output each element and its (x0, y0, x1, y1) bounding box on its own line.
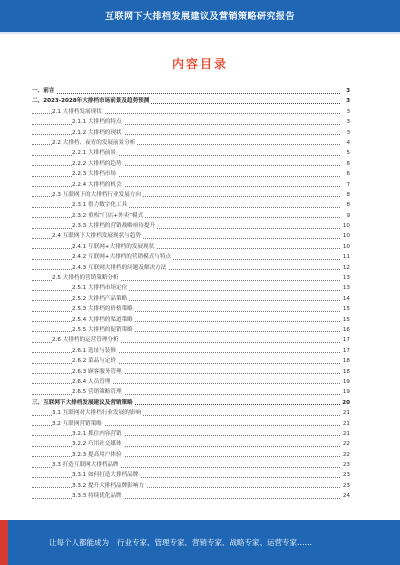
toc-entry-page: 18 (342, 358, 350, 365)
toc-entry-label: 2.3.3 大排档的营销战略亟待提升 (72, 221, 157, 231)
toc-entry[interactable] (32, 315, 350, 325)
toc-entry-page: 17 (342, 337, 350, 344)
toc-entry[interactable] (32, 429, 350, 439)
toc-entry-page: 23 (342, 472, 350, 479)
toc-entry-page: 13 (342, 285, 350, 292)
toc-entry-page: 3 (346, 129, 350, 136)
toc-entry[interactable] (32, 356, 350, 366)
toc-entry[interactable] (32, 367, 350, 377)
footer-accent-bar (0, 520, 8, 565)
toc-entry-label: 2.6.2 菜品与定价 (72, 356, 118, 366)
toc-entry[interactable] (32, 242, 350, 252)
toc-entry-label: 3.1 互联网对大排档行业发展的影响 (52, 408, 143, 418)
table-of-contents (32, 86, 350, 502)
toc-entry-label: 3.3.1 如何打造大排档品牌 (72, 470, 140, 480)
toc-entry[interactable] (32, 138, 350, 148)
toc-entry-label: 二、2023-2028年大排档市场前景及趋势预测 (32, 96, 151, 106)
toc-entry-label: 2.2.4 大排档的机会 (72, 180, 124, 190)
toc-entry[interactable] (32, 190, 350, 200)
footer-professions: 行业专家、管理专家、营销专家、战略专家、运营专家…… (117, 538, 312, 547)
toc-entry-label: 2.6.5 营销策略管理 (72, 387, 124, 397)
toc-entry[interactable] (32, 180, 350, 190)
toc-entry-label: 2.3 互联网下的大排档行业发展方向 (52, 190, 143, 200)
toc-entry-label: 3.2.3 提高用户体验 (72, 450, 124, 460)
toc-entry-page: 8 (346, 191, 350, 198)
toc-entry[interactable] (32, 263, 350, 273)
toc-entry-label: 2.3.2 重构“门店+外卖”模式 (72, 211, 145, 221)
toc-entry[interactable] (32, 470, 350, 480)
toc-entry[interactable] (32, 439, 350, 449)
toc-entry-label: 2.2 大排档、夜宵的发展前景分析 (52, 138, 137, 148)
toc-entry-label: 2.5.1 大排档市场定位 (72, 283, 129, 293)
toc-entry-label: 2.4.2 互联网+大排档的营销模式与特点 (72, 252, 173, 262)
toc-entry-label: 2.5.4 大排档的渠道策略 (72, 315, 135, 325)
toc-entry-page: 16 (342, 326, 350, 333)
toc-entry[interactable] (32, 460, 350, 470)
page-header (0, 0, 400, 32)
toc-entry-label: 3.2.1 抓住内容营销 (72, 429, 124, 439)
toc-entry[interactable] (32, 377, 350, 387)
toc-entry-page: 6 (346, 171, 350, 178)
toc-entry-label: 2.5.3 大排档的价格策略 (72, 304, 135, 314)
toc-entry[interactable] (32, 128, 350, 138)
toc-entry-page: 3 (346, 88, 350, 94)
toc-entry[interactable] (32, 159, 350, 169)
toc-entry-page: 15 (342, 306, 350, 313)
toc-entry-page: 23 (342, 462, 350, 469)
toc-entry[interactable] (32, 107, 350, 117)
toc-entry[interactable] (32, 252, 350, 262)
toc-entry[interactable] (32, 491, 350, 501)
toc-entry-page: 22 (342, 451, 350, 458)
toc-entry-label: 2.5.5 大排档的促销策略 (72, 325, 135, 335)
toc-entry[interactable] (32, 117, 350, 127)
toc-entry-page: 22 (342, 441, 350, 448)
dot-leader (32, 93, 340, 94)
toc-entry-page: 18 (342, 368, 350, 375)
toc-entry-label: 2.2.2 大排档的趋势 (72, 159, 124, 169)
header-divider (0, 32, 400, 34)
toc-entry-label: 2.1 大排档发展现状 (52, 107, 104, 117)
toc-entry[interactable] (32, 86, 350, 96)
toc-entry-label: 2.4.3 互联网大排档的问题及解决方法 (72, 263, 168, 273)
toc-entry-label: 2.5 大排档的营销策略分析 (52, 273, 121, 283)
toc-entry[interactable] (32, 335, 350, 345)
toc-entry-label: 2.2.1 大排档前景 (72, 148, 118, 158)
toc-entry-page: 15 (342, 316, 350, 323)
toc-entry[interactable] (32, 96, 350, 106)
toc-entry-page: 3 (346, 98, 350, 105)
toc-entry[interactable] (32, 408, 350, 418)
toc-entry-label: 一、前言 (32, 86, 56, 96)
toc-entry-page: 20 (342, 399, 350, 406)
toc-entry-label: 3.3.2 提升大排档品牌影响力 (72, 481, 146, 491)
footer-tagline (49, 537, 312, 548)
toc-entry-page: 5 (346, 150, 350, 157)
toc-entry[interactable] (32, 273, 350, 283)
toc-entry-page: 19 (342, 389, 350, 396)
toc-entry[interactable] (32, 231, 350, 241)
toc-entry-label: 2.6.1 选址与装修 (72, 346, 118, 356)
toc-entry[interactable] (32, 211, 350, 221)
toc-entry[interactable] (32, 169, 350, 179)
toc-entry-label: 2.1.1 大排档的特点 (72, 117, 124, 127)
toc-entry-page: 21 (342, 420, 350, 427)
toc-entry-page: 10 (342, 243, 350, 250)
toc-entry-page: 24 (342, 493, 350, 500)
toc-entry-page: 21 (342, 430, 350, 437)
toc-entry-label: 2.1.2 大排档的现状 (72, 128, 124, 138)
toc-entry-page: 6 (346, 160, 350, 167)
toc-entry-page: 12 (342, 264, 350, 271)
toc-entry-page: 23 (342, 482, 350, 489)
toc-entry-page: 17 (342, 347, 350, 354)
toc-entry-label: 2.6.3 顾客服务管理 (72, 367, 124, 377)
footer-slogan: 让每个人都能成为 (49, 538, 109, 547)
toc-entry-page: 3 (346, 119, 350, 126)
toc-entry[interactable] (32, 200, 350, 210)
toc-entry-label: 2.6 大排档的运营管理分析 (52, 335, 121, 345)
toc-entry-label: 3.2.2 巧用社交媒体 (72, 439, 124, 449)
toc-entry-label: 3.2 互联网营销策略 (52, 419, 104, 429)
toc-entry[interactable] (32, 481, 350, 491)
toc-entry[interactable] (32, 387, 350, 397)
report-title: 互联网下大排档发展建议及营销策略研究报告 (104, 12, 295, 22)
toc-entry-label: 2.4 互联网下大排档发展现状与趋势 (52, 231, 143, 241)
toc-entry[interactable] (32, 148, 350, 158)
toc-entry-page: 9 (346, 212, 350, 219)
toc-entry-page: 11 (342, 254, 350, 261)
toc-entry-page: 19 (342, 378, 350, 385)
toc-entry-page: 8 (346, 202, 350, 209)
toc-entry-page: 13 (342, 275, 350, 282)
toc-entry-label: 2.2.3 大排档市场 (72, 169, 118, 179)
toc-entry-label: 2.6.4 人员管理 (72, 377, 112, 387)
toc-entry[interactable] (32, 283, 350, 293)
toc-entry-page: 4 (346, 139, 350, 146)
toc-entry-page: 21 (342, 410, 350, 417)
page-footer (0, 520, 400, 565)
toc-entry-page: 7 (346, 181, 350, 188)
toc-entry-label: 3.3.3 持续优化品牌 (72, 491, 124, 501)
toc-entry-page: 14 (342, 295, 350, 302)
toc-entry-label: 2.5.2 大排档产品策略 (72, 294, 129, 304)
toc-entry[interactable] (32, 450, 350, 460)
toc-entry-label: 2.4.1 互联网+大排档的发展现状 (72, 242, 156, 252)
toc-entry-page: 3 (346, 108, 350, 115)
toc-entry[interactable] (32, 398, 350, 408)
toc-entry[interactable] (32, 304, 350, 314)
toc-entry-label: 3.3 打造互联网大排档品牌 (52, 460, 121, 470)
toc-entry[interactable] (32, 325, 350, 335)
toc-entry-page: 10 (342, 223, 350, 230)
toc-entry-label: 2.3.1 借力数字化工具 (72, 200, 129, 210)
toc-entry[interactable] (32, 419, 350, 429)
toc-entry-page: 10 (342, 233, 350, 240)
toc-heading: 内容目录 (171, 57, 228, 71)
toc-entry[interactable] (32, 294, 350, 304)
toc-entry[interactable] (32, 221, 350, 231)
toc-entry[interactable] (32, 346, 350, 356)
toc-entry-label: 三、互联网下大排档发展建议及营销策略 (32, 398, 135, 408)
